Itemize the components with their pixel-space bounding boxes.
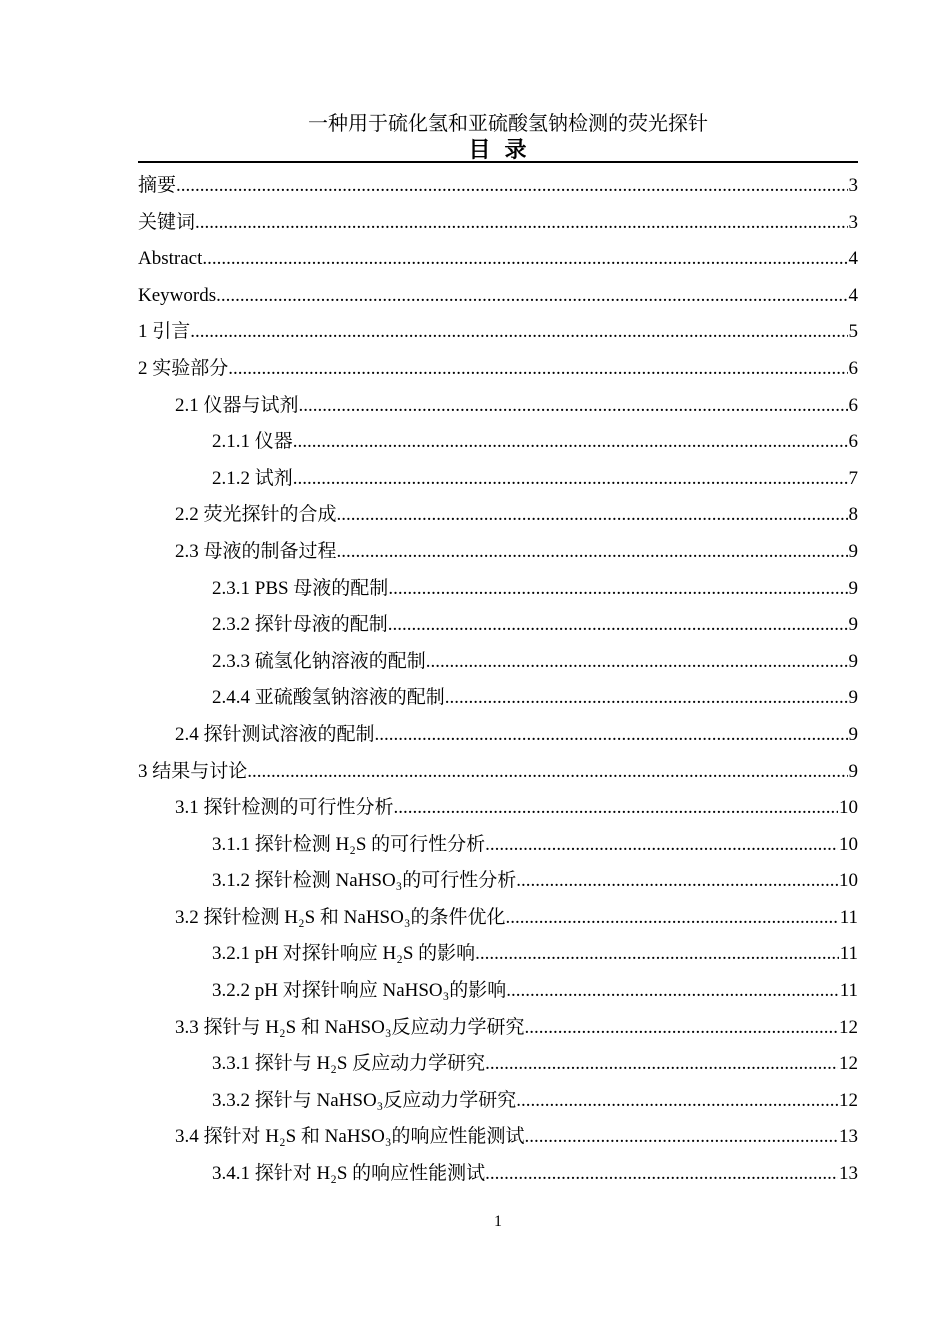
toc-entry[interactable]	[138, 936, 858, 973]
toc-entry[interactable]	[138, 607, 858, 644]
toc-entry[interactable]	[138, 900, 858, 937]
toc-entry-label: 3.3.1 探针与 H₂S 反应动力学研究	[212, 1053, 486, 1075]
toc-leader-dots	[524, 1010, 838, 1047]
toc-entry[interactable]	[138, 1119, 858, 1156]
toc-leader-dots	[485, 1046, 838, 1083]
toc-entry-label: 2.2 荧光探针的合成	[175, 504, 337, 526]
toc-entry-page: 9	[848, 650, 858, 672]
toc-entry-page: 9	[848, 723, 858, 745]
toc-entry-page: 11	[839, 943, 858, 965]
toc-entry-page: 12	[839, 1053, 858, 1075]
page-number: 1	[494, 1213, 502, 1230]
toc-leader-dots	[247, 754, 847, 791]
toc-leader-dots	[475, 936, 839, 973]
toc-entry[interactable]	[138, 1083, 858, 1120]
toc-entry-label: 关键词	[138, 211, 196, 233]
toc-entry-page: 11	[839, 906, 858, 928]
toc-leader-dots	[337, 534, 848, 571]
toc-leader-dots	[228, 351, 847, 388]
toc-leader-dots	[388, 607, 848, 644]
toc-entry-page: 11	[839, 980, 858, 1002]
toc-entry-label: 3.4.1 探针对 H₂S 的响应性能测试	[212, 1163, 486, 1185]
toc-leader-dots	[293, 424, 848, 461]
toc-entry-page: 10	[839, 797, 858, 819]
toc-entry[interactable]	[138, 973, 858, 1010]
toc-leader-dots	[485, 1156, 838, 1193]
toc-entry-page: 6	[848, 357, 858, 379]
toc-entry-label: 摘要	[138, 175, 177, 196]
toc-title: 目 录	[468, 137, 528, 162]
toc-entry-label: 3.2.1 pH 对探针响应 H₂S 的影响	[212, 943, 476, 965]
toc-entry-label: 3 结果与讨论	[138, 760, 248, 782]
toc-leader-dots	[293, 461, 848, 498]
toc-leader-dots	[426, 644, 848, 681]
toc-entry-page: 9	[848, 577, 858, 599]
toc-entry-page: 10	[839, 833, 858, 855]
toc-entry-page: 9	[848, 540, 858, 562]
toc-entry-label: 3.3 探针与 H₂S 和 NaHSO₃反应动力学研究	[175, 1016, 525, 1038]
toc-entry[interactable]	[138, 314, 858, 351]
toc-entry-page: 12	[839, 1016, 858, 1038]
toc-entry-page: 4	[848, 248, 858, 270]
toc-entry-label: 3.2 探针检测 H₂S 和 NaHSO₃的条件优化	[175, 906, 506, 928]
toc-entry-label: 1 引言	[138, 321, 191, 343]
toc-entry-label: 2 实验部分	[138, 357, 229, 379]
toc-entry[interactable]	[138, 168, 858, 205]
toc-entry-label: 3.1.2 探针检测 NaHSO₃的可行性分析	[212, 870, 517, 892]
toc-leader-dots	[176, 168, 847, 205]
toc-entry[interactable]	[138, 424, 858, 461]
toc-entry[interactable]	[138, 388, 858, 425]
toc-leader-dots	[516, 1083, 838, 1120]
toc-entry-page: 7	[848, 467, 858, 489]
toc-leader-dots	[202, 241, 847, 278]
toc-entry[interactable]	[138, 534, 858, 571]
toc-entry[interactable]	[138, 461, 858, 498]
toc-entry-label: 2.3.1 PBS 母液的配制	[212, 577, 389, 599]
toc-entry-page: 4	[848, 284, 858, 306]
toc-entry[interactable]	[138, 827, 858, 864]
toc-entry-page: 9	[848, 760, 858, 782]
header-title: 一种用于硫化氢和亚硫酸氢钠检测的荧光探针	[308, 113, 708, 135]
toc-entry-label: 2.4 探针测试溶液的配制	[175, 723, 375, 745]
toc-entry-label: 2.4.4 亚硫酸氢钠溶液的配制	[212, 687, 445, 709]
toc-entry[interactable]	[138, 278, 858, 315]
toc-leader-dots	[337, 497, 848, 534]
toc-entry-page: 5	[848, 321, 858, 343]
toc-entry[interactable]	[138, 571, 858, 608]
toc-leader-dots	[375, 717, 848, 754]
toc-entry[interactable]	[138, 1010, 858, 1047]
toc-entry[interactable]	[138, 790, 858, 827]
toc-entry-label: 3.4 探针对 H₂S 和 NaHSO₃的响应性能测试	[175, 1126, 525, 1148]
toc-leader-dots	[216, 278, 847, 315]
toc-entry[interactable]	[138, 717, 858, 754]
toc-entry-page: 9	[848, 687, 858, 709]
toc-entry[interactable]	[138, 680, 858, 717]
toc-entry[interactable]	[138, 205, 858, 242]
toc-leader-dots	[505, 900, 838, 937]
toc-entry-page: 3	[848, 175, 858, 196]
toc-entry-label: 2.3.3 硫氢化钠溶液的配制	[212, 650, 426, 672]
toc-entry-page: 6	[848, 394, 858, 416]
toc-leader-dots	[445, 680, 848, 717]
toc-entry-label: 2.1.2 试剂	[212, 467, 293, 489]
toc-entry-label: Abstract	[138, 248, 203, 270]
toc-leader-dots	[485, 827, 838, 864]
toc-entry-label: 2.1.1 仪器	[212, 431, 293, 453]
page-footer	[138, 1212, 858, 1232]
toc-entry-label: 3.1.1 探针检测 H₂S 的可行性分析	[212, 833, 486, 855]
toc-leader-dots	[516, 863, 838, 900]
toc-entry-page: 13	[839, 1126, 858, 1148]
toc-entry-label: 2.3.2 探针母液的配制	[212, 614, 388, 636]
toc-leader-dots	[388, 571, 847, 608]
toc-entry[interactable]	[138, 754, 858, 791]
toc-entry[interactable]	[138, 644, 858, 681]
toc-entry[interactable]	[138, 1156, 858, 1193]
toc-list	[138, 168, 858, 1193]
toc-entry[interactable]	[138, 1046, 858, 1083]
toc-leader-dots	[524, 1119, 838, 1156]
toc-leader-dots	[394, 790, 838, 827]
toc-entry-label: 2.1 仪器与试剂	[175, 394, 299, 416]
toc-entry-page: 13	[839, 1163, 858, 1185]
toc-entry-page: 8	[848, 504, 858, 526]
toc-entry[interactable]	[138, 863, 858, 900]
toc-entry-label: 3.3.2 探针与 NaHSO₃反应动力学研究	[212, 1089, 517, 1111]
toc-leader-dots	[195, 205, 847, 242]
toc-entry[interactable]	[138, 497, 858, 534]
toc-entry-label: 3.1 探针检测的可行性分析	[175, 797, 394, 819]
toc-entry-page: 12	[839, 1089, 858, 1111]
toc-leader-dots	[299, 388, 848, 425]
toc-leader-dots	[190, 314, 847, 351]
toc-entry-page: 10	[839, 870, 858, 892]
toc-entry[interactable]	[138, 351, 858, 388]
toc-entry-page: 9	[848, 614, 858, 636]
toc-entry-page: 3	[848, 211, 858, 233]
toc-entry-page: 6	[848, 431, 858, 453]
toc-leader-dots	[506, 973, 838, 1010]
toc-entry[interactable]	[138, 241, 858, 278]
toc-entry-label: 2.3 母液的制备过程	[175, 540, 337, 562]
toc-entry-label: 3.2.2 pH 对探针响应 NaHSO₃的影响	[212, 980, 507, 1002]
toc-entry-label: Keywords	[138, 284, 217, 306]
